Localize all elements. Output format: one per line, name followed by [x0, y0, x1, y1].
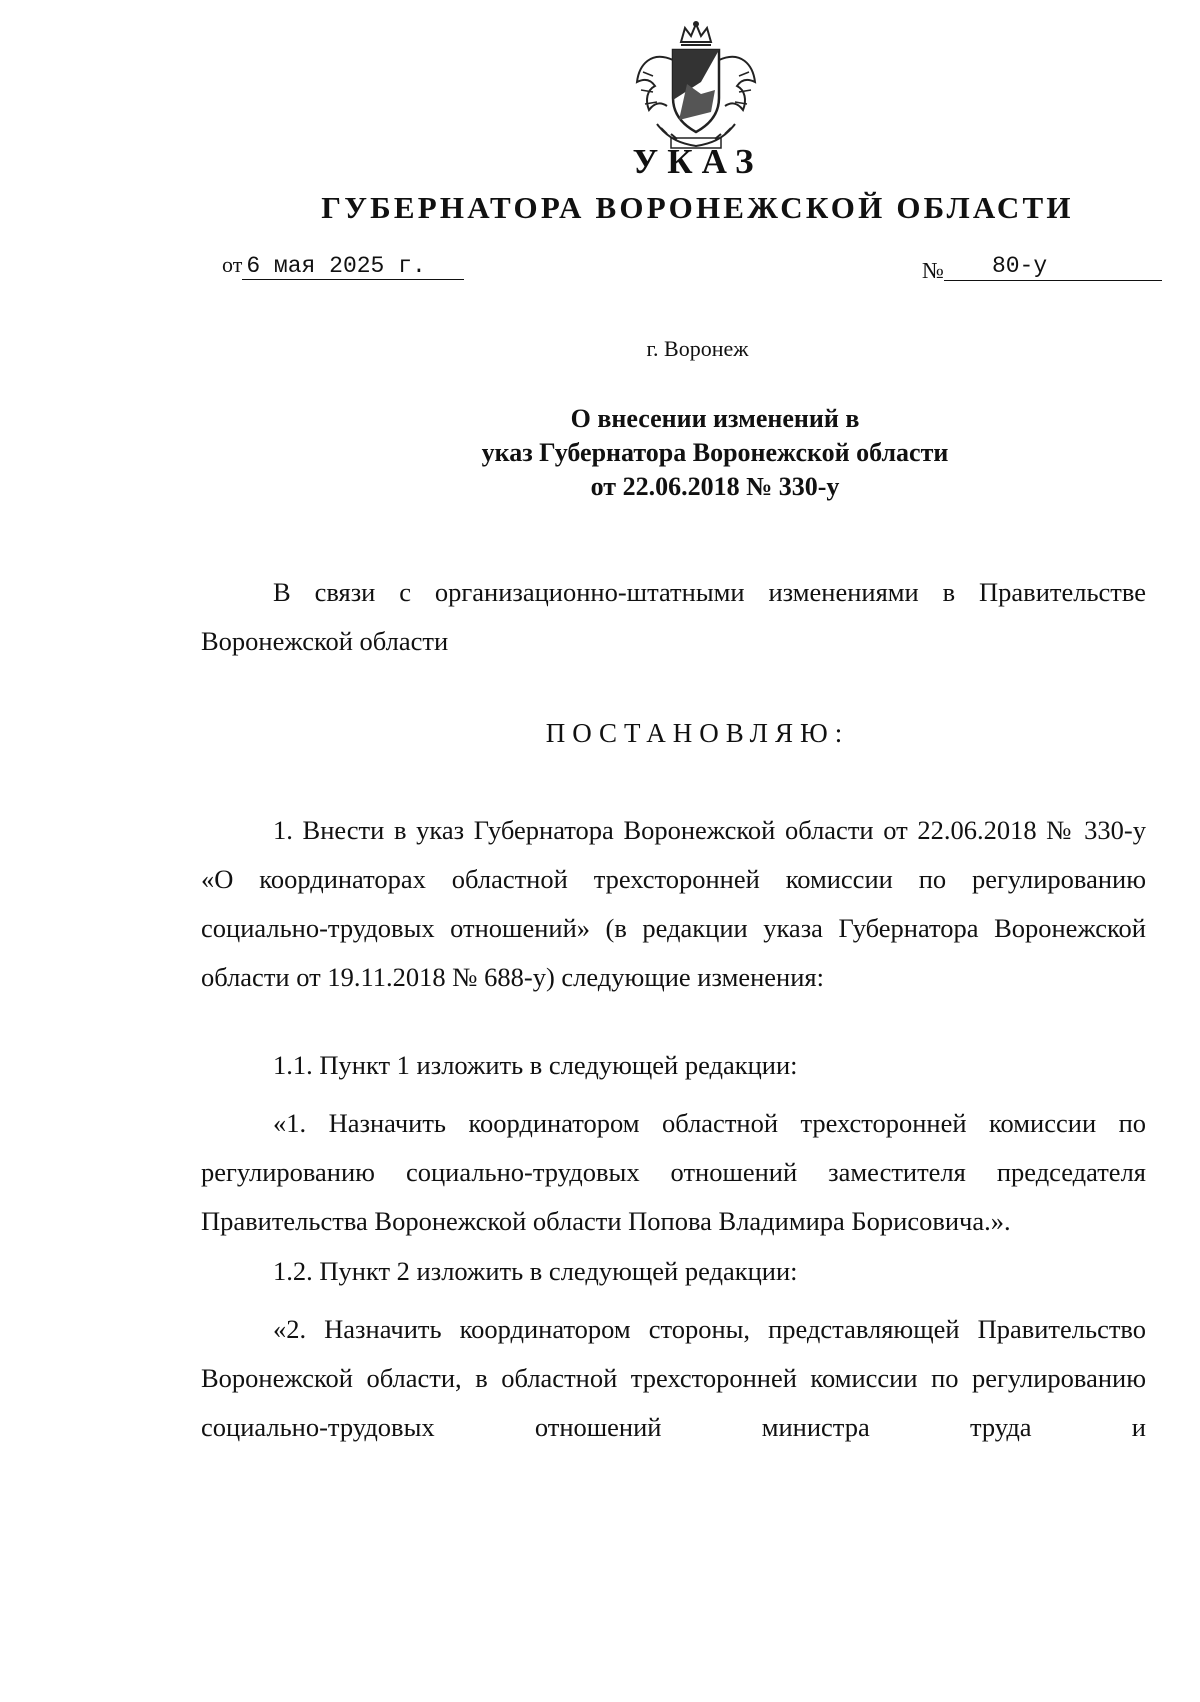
city-line: г. Воронеж	[646, 336, 749, 361]
preamble-paragraph	[201, 568, 1146, 666]
issuer-title: ГУБЕРНАТОРА ВОРОНЕЖСКОЙ ОБЛАСТИ	[321, 190, 1074, 225]
number-prefix: №	[922, 258, 944, 283]
coat-of-arms-icon	[631, 20, 761, 152]
decree-word: ПОСТАНОВЛЯЮ:	[545, 718, 850, 748]
item-1-2-paragraph	[201, 1305, 1146, 1452]
preamble-text: В связи с организационно-штатными изменениями в Правительстве Воронежской области	[201, 577, 1146, 656]
subject-line-3: от 22.06.2018 № 330-у	[590, 472, 840, 501]
item-1-paragraph	[201, 806, 1146, 1002]
number-value: 80-у	[944, 252, 1162, 281]
item-1-2-heading: 1.2. Пункт 2 изложить в следующей редакции:	[273, 1256, 798, 1286]
item-1-2-text: «2. Назначить координатором стороны, представляющей Правительство Воронежской области, в областной трехсторонней комиссии по регулированию социально-трудовых отношений министра труда и	[201, 1314, 1146, 1442]
item-1-text: 1. Внести в указ Губернатора Воронежской области от 22.06.2018 № 330-у «О координаторах областной трехсторонней комиссии по регулированию социально-трудовых отношений» (в редакции указа Губернатора Воронежской области от 19.11.2018 № 688-у) следующие изменения:	[201, 815, 1146, 992]
date-field	[222, 252, 464, 280]
subject-line-2: указ Губернатора Воронежской области	[481, 438, 949, 467]
document-subject	[0, 402, 1200, 504]
date-prefix: от	[222, 252, 243, 277]
item-1-1-heading: 1.1. Пункт 1 изложить в следующей редакции:	[273, 1050, 798, 1080]
date-value: 6 мая 2025 г.	[242, 253, 464, 280]
item-1-1-text: «1. Назначить координатором областной трехсторонней комиссии по регулированию социально-трудовых отношений заместителя председателя Правительства Воронежской области Попова Владимира Борисовича.».	[201, 1108, 1146, 1236]
subject-line-1: О внесении изменений в	[570, 404, 860, 433]
number-field	[922, 252, 1162, 284]
document-type-title: УКАЗ	[632, 142, 763, 181]
item-1-1-paragraph	[201, 1099, 1146, 1246]
